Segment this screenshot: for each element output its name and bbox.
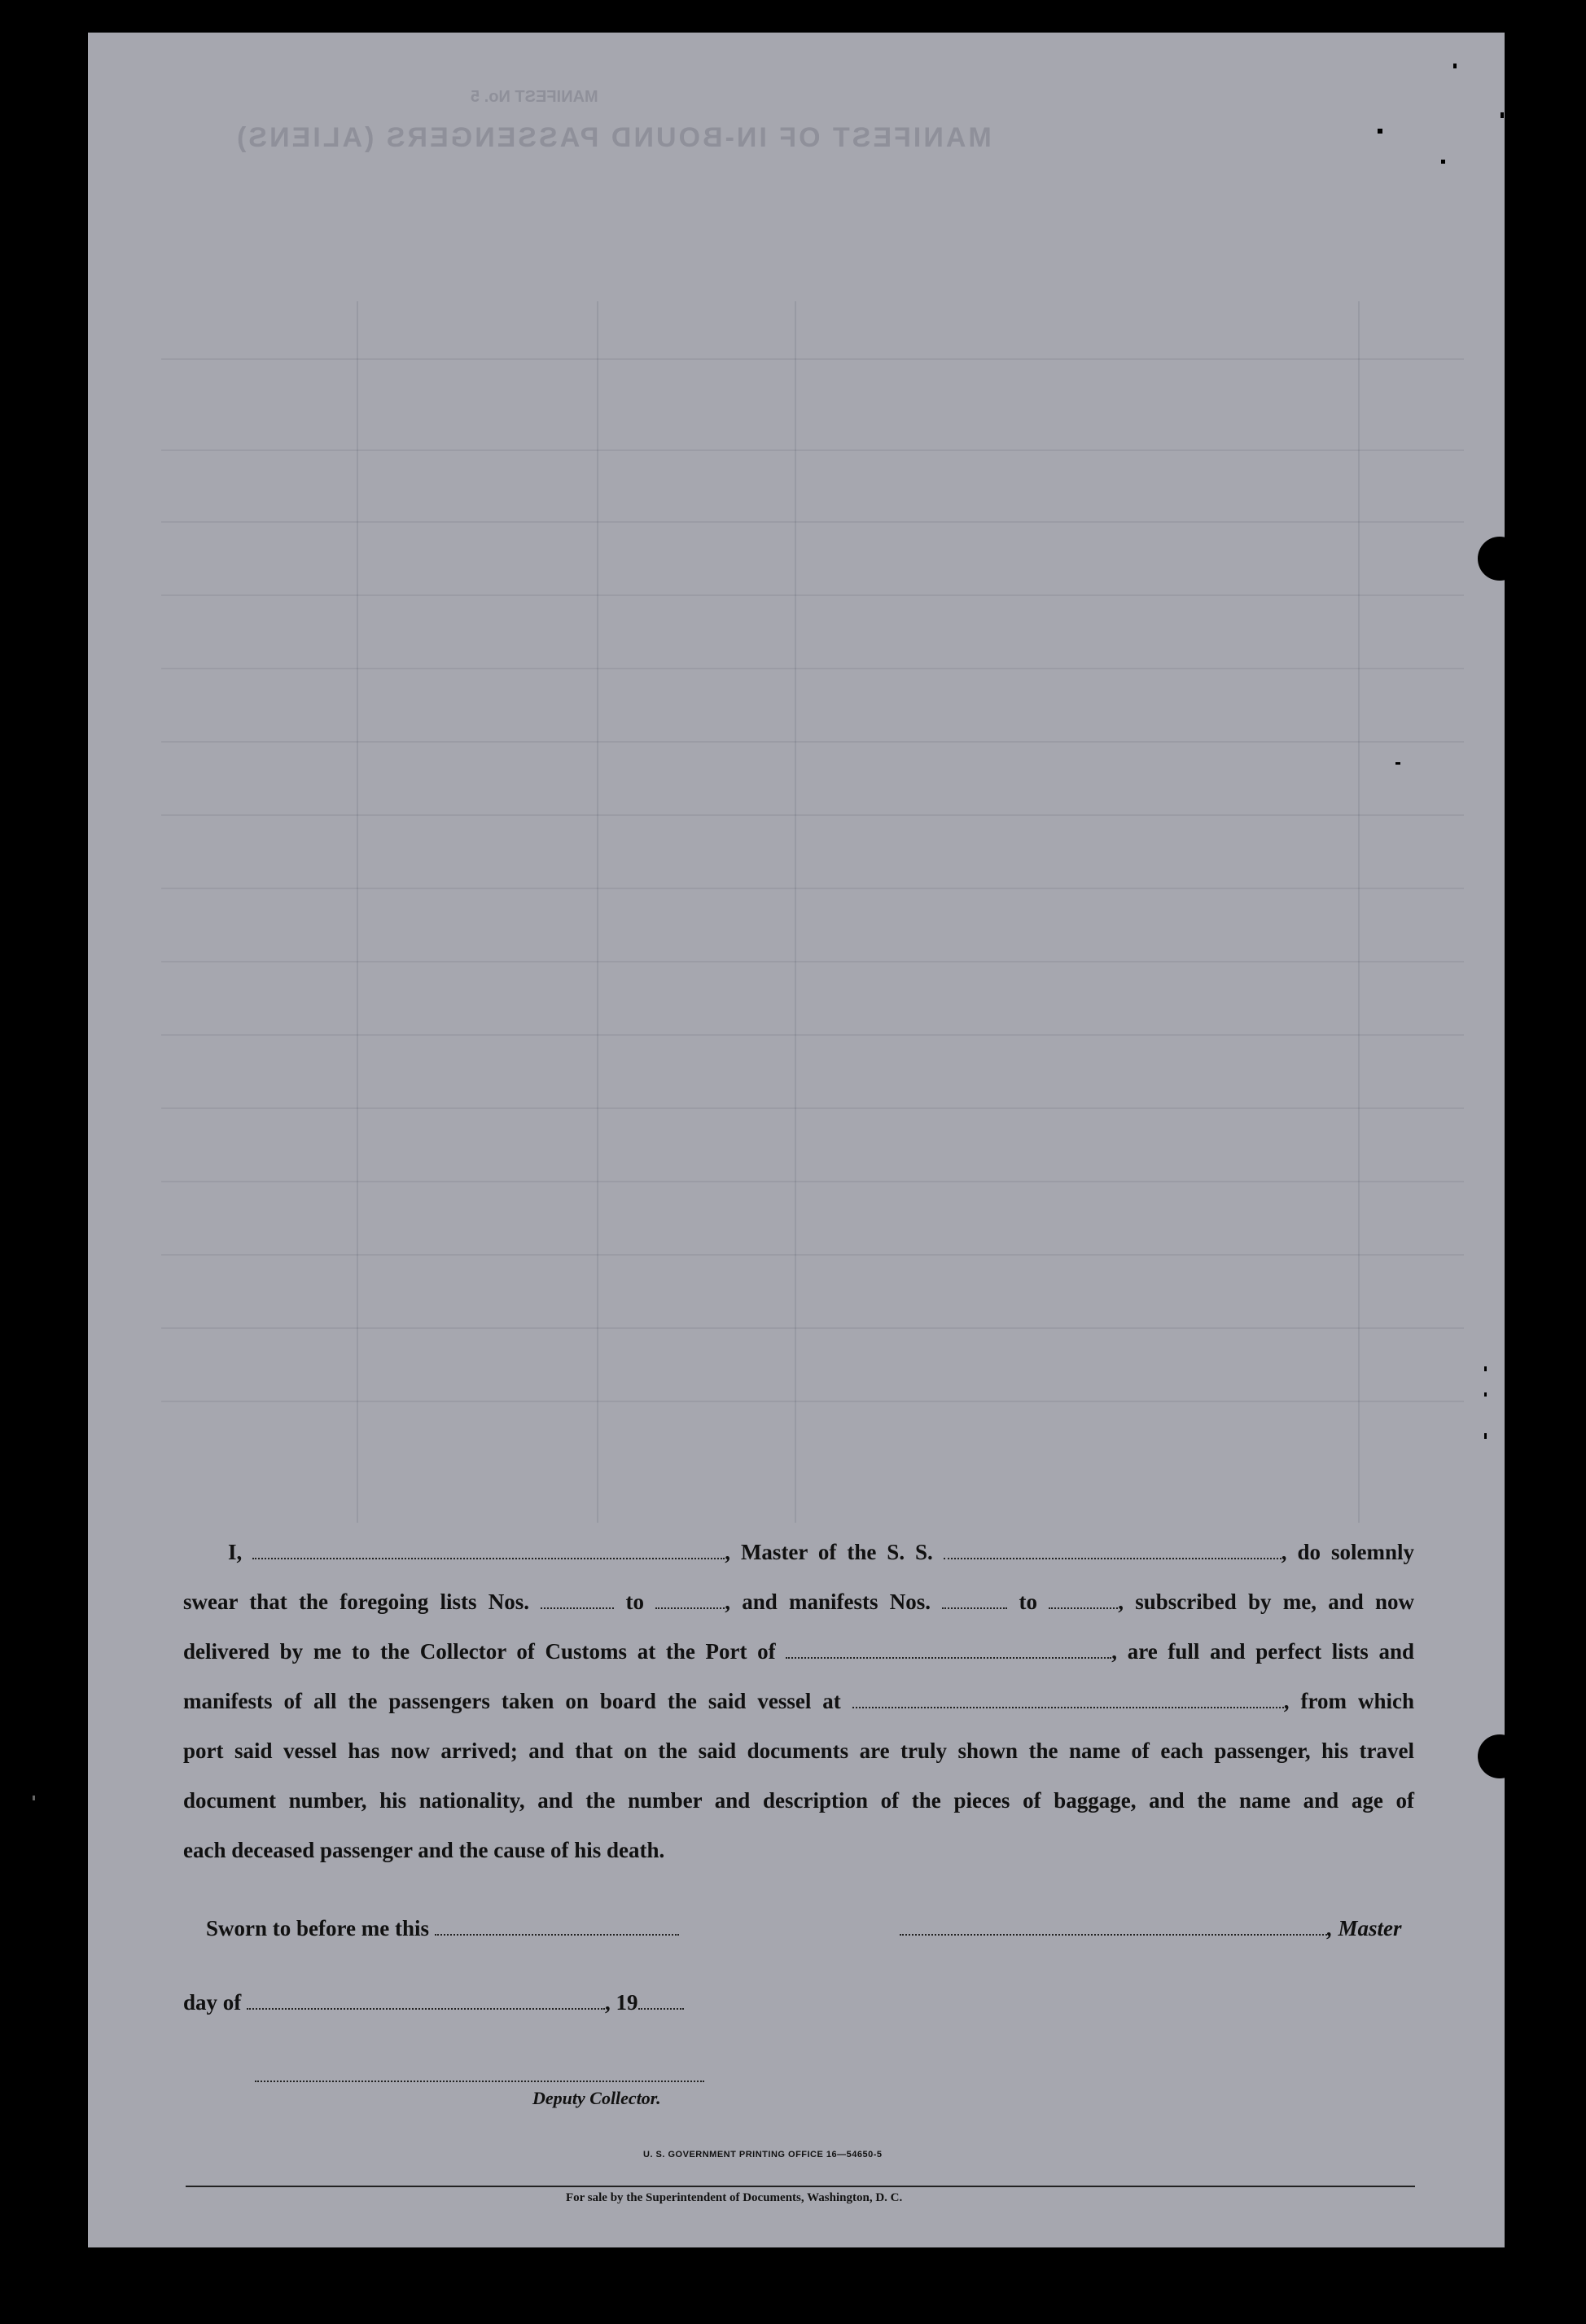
taken-on-board-label: manifests of all the passengers taken on board the said vessel at <box>183 1689 841 1713</box>
oath-line-6: document number, his nationality, and the number and description of the pieces of baggage, and the name and age of <box>183 1788 1414 1813</box>
punch-hole-top <box>1478 537 1522 581</box>
deputy-signature-rule[interactable] <box>255 2081 704 2082</box>
master-of-ss-label: , Master of the S. S. <box>725 1540 933 1564</box>
oath-i: I, <box>228 1540 243 1564</box>
sale-notice: For sale by the Superintendent of Documents, Washington, D. C. <box>566 2191 903 2204</box>
show-through-title: MANIFEST OF IN-BOUND PASSENGERS (ALIENS) <box>234 122 992 153</box>
full-perfect-label: , are full and perfect lists and <box>1111 1639 1415 1664</box>
manifests-nos-from-blank[interactable] <box>942 1593 1007 1609</box>
manifests-nos-label: , and manifests Nos. <box>725 1590 931 1614</box>
oath-line-7: each deceased passenger and the cause of his death. <box>183 1838 665 1862</box>
day-of-label: day of <box>183 1990 242 2015</box>
printer-imprint: U. S. GOVERNMENT PRINTING OFFICE 16—54650-5 <box>643 2150 883 2160</box>
footer-rule <box>186 2186 1415 2187</box>
subscribed-label: , subscribed by me, and now <box>1118 1590 1415 1614</box>
oath-line-4 <box>183 1677 1414 1726</box>
lists-nos-label: swear that the foregoing lists Nos. <box>183 1590 529 1614</box>
document-page <box>88 33 1505 2247</box>
oath-line-3 <box>183 1627 1414 1677</box>
year-label: , 19 <box>605 1990 638 2015</box>
day-of-line <box>183 1990 684 2015</box>
oath-paragraph <box>183 1528 1414 1875</box>
show-through-manifest-no: MANIFEST No. 5 <box>471 88 598 106</box>
punch-hole-bottom <box>1478 1734 1522 1778</box>
departure-port-blank[interactable] <box>852 1692 1284 1708</box>
lists-to-label: to <box>625 1590 644 1614</box>
year-blank[interactable] <box>638 1993 684 2010</box>
sworn-day-blank[interactable] <box>435 1919 679 1936</box>
master-label: , Master <box>1327 1916 1402 1940</box>
do-solemnly-label: , do solemnly <box>1281 1540 1414 1564</box>
oath-line-5: port said vessel has now arrived; and that on the said documents are truly shown the name of each passenger, his travel <box>183 1739 1414 1763</box>
month-blank[interactable] <box>247 1993 605 2010</box>
master-signature-line <box>900 1916 1402 1941</box>
oath-line-2 <box>183 1577 1414 1627</box>
manifests-nos-to-blank[interactable] <box>1049 1593 1118 1609</box>
lists-nos-to-blank[interactable] <box>655 1593 725 1609</box>
from-which-label: , from which <box>1283 1689 1415 1713</box>
vessel-name-blank[interactable] <box>944 1543 1282 1559</box>
manifests-to-label: to <box>1019 1590 1037 1614</box>
master-signature-blank[interactable] <box>900 1919 1327 1936</box>
master-name-blank[interactable] <box>252 1543 725 1559</box>
deputy-collector-label: Deputy Collector. <box>532 2088 661 2108</box>
lists-nos-from-blank[interactable] <box>541 1593 614 1609</box>
port-label: delivered by me to the Collector of Customs at the Port of <box>183 1639 776 1664</box>
oath-line-1 <box>183 1528 1414 1577</box>
sworn-label: Sworn to before me this <box>206 1916 429 1940</box>
sworn-line <box>206 1916 679 1941</box>
port-blank[interactable] <box>786 1642 1111 1659</box>
